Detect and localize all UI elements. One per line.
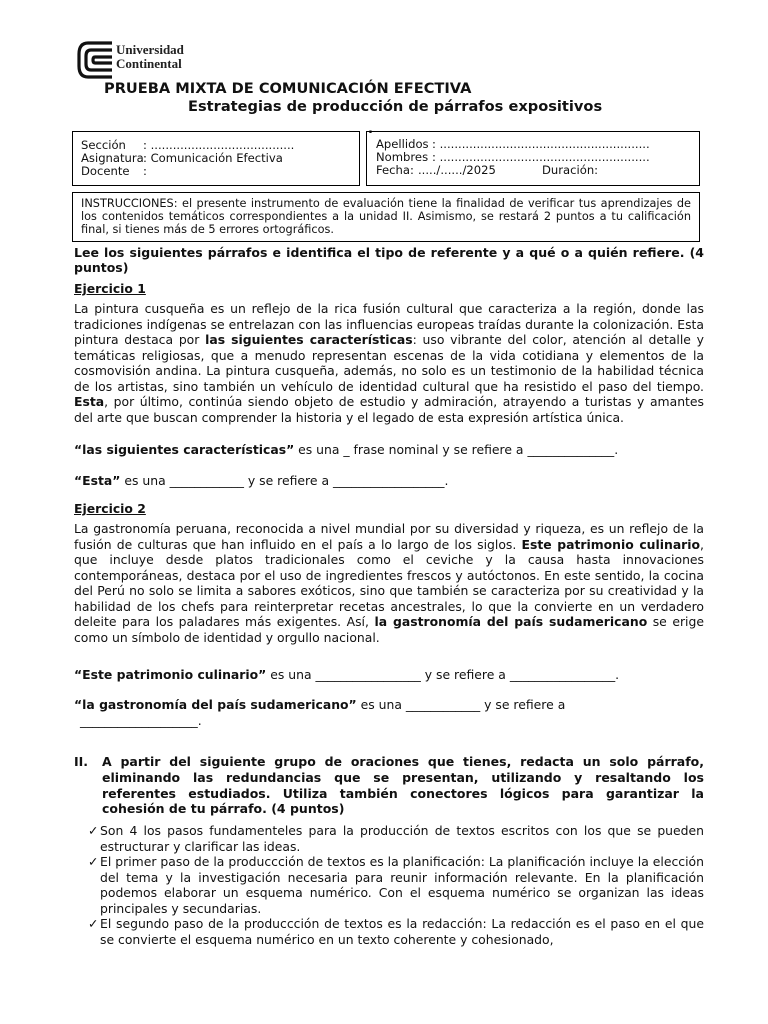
checkmark-icon: ✓ xyxy=(88,823,99,838)
surname-field[interactable]: : ......................................................... xyxy=(432,137,650,151)
exercise2-q2-answer[interactable]: es una ____________ y se refiere a xyxy=(356,697,566,712)
part2-sentence-list xyxy=(88,823,704,947)
exercise1-question1 xyxy=(74,442,704,458)
part2-prompt-text: A partir del siguiente grupo de oraciones que tienes, redacta un solo párrafo, eliminando las redundancias que se presentan, utilizando y resaltando los referentes estudiados. Utiliza también conectores lógicos para garantizar la cohesión de tu párrafo. (4 puntos) xyxy=(102,754,704,817)
stray-mark: . xyxy=(368,122,373,137)
exercise2-question2-cont[interactable]: ___________________. xyxy=(80,713,202,728)
names-field[interactable]: : ......................................................... xyxy=(432,150,650,164)
subject-field[interactable]: : Comunicación Efectiva xyxy=(143,151,283,165)
names-label: Nombres xyxy=(376,150,429,164)
part2-numeral: II. xyxy=(74,754,89,769)
list-item xyxy=(88,916,704,947)
list-item-text: El segundo paso de la produccción de textos es la redacción: La redacción es el paso en el que se convierte el esquema numérico en un texto coherente y cohesionado, xyxy=(100,916,704,947)
university-name-line1: Universidad xyxy=(116,42,184,57)
teacher-field[interactable]: : xyxy=(143,164,147,178)
checkmark-icon: ✓ xyxy=(88,854,99,869)
list-item-text: El primer paso de la produccción de textos es la planificación: La planificación incluye la elección del tema y la investigación necesaria para reunir información relevante. En la planificación podemos elaborar un esquema numérico. Con el esquema numérico se organizan las ideas principales y secundarias. xyxy=(100,854,704,916)
section-label: Sección xyxy=(81,138,126,152)
exercise2-paragraph xyxy=(74,521,704,645)
exercise1-text-3: , por último, continúa siendo objeto de estudio y admiración, atrayendo a turistas y amantes del arte que buscan comprender la historia y el legado de esta expresión artística única. xyxy=(74,394,704,425)
teacher-label: Docente xyxy=(81,164,130,178)
exercise2-question2 xyxy=(74,697,704,713)
exercise2-heading: Ejercicio 2 xyxy=(74,501,146,516)
part2-prompt xyxy=(74,754,704,817)
exercise2-q1-answer[interactable]: es una _________________ y se refiere a _________________. xyxy=(266,667,620,682)
student-info-box xyxy=(366,131,700,186)
course-info-box xyxy=(72,131,360,186)
exercise1-q2-answer[interactable]: es una ____________ y se refiere a __________________. xyxy=(120,473,449,488)
subject-label: Asignatura xyxy=(81,151,144,165)
exercise2-q1-term: “Este patrimonio culinario” xyxy=(74,667,267,682)
page-title: PRUEBA MIXTA DE COMUNICACIÓN EFECTIVA xyxy=(104,80,472,97)
exercise1-text-2: : uso vibrante del color, atención al detalle y temáticas religiosas, que a menudo representan escenas de la vida cotidiana y elementos de la cosmovisión andina. La pintura cusqueña, además, no solo es un testimonio de la habilidad técnica de los artistas, sino también un vehículo de identidad cultural que ha resistido el paso del tiempo. xyxy=(74,332,704,394)
list-item-text: Son 4 los pasos fundamenteles para la producción de textos escritos con los que se pueden estructurar y clarificar las ideas. xyxy=(100,823,704,854)
list-item xyxy=(88,823,704,854)
exercise1-q1-answer[interactable]: es una _ frase nominal y se refiere a ______________. xyxy=(294,442,619,457)
instructions-box: INSTRUCCIONES: el presente instrumento de evaluación tiene la finalidad de verificar tus aprendizajes de los contenidos temáticos correspondientes a la unidad II. Asimismo, se restará 2 puntos a tu calificación final, si tienes más de 5 errores ortográficos. xyxy=(72,192,700,242)
exercise2-referent-1: Este patrimonio culinario xyxy=(521,536,701,552)
exercise1-heading: Ejercicio 1 xyxy=(74,281,146,296)
duration-label: Duración: xyxy=(542,163,599,177)
part1-prompt: Lee los siguientes párrafos e identifica el tipo de referente y a qué o a quién refiere. (4 puntos) xyxy=(74,245,704,275)
exercise1-paragraph xyxy=(74,301,704,425)
surname-label: Apellidos xyxy=(376,137,429,151)
date-label: Fecha: xyxy=(376,163,414,177)
university-name-line2: Continental xyxy=(116,56,182,71)
section-field[interactable]: : ....................................... xyxy=(143,138,295,152)
date-field[interactable]: ...../....../2025 xyxy=(418,163,496,177)
exercise1-q1-term: “las siguientes características” xyxy=(74,442,295,457)
list-item xyxy=(88,854,704,916)
exercise2-question1 xyxy=(74,667,704,683)
university-name xyxy=(116,43,184,71)
exercise2-referent-2: la gastronomía del país sudamericano xyxy=(374,614,648,629)
exercise1-referent-1: las siguientes características xyxy=(205,332,413,347)
exercise1-referent-2: Esta xyxy=(74,394,105,409)
exercise1-question2 xyxy=(74,473,704,489)
page-subtitle: Estrategias de producción de párrafos expositivos xyxy=(188,98,603,115)
exercise2-text-2: , que incluye desde platos tradicionales como el ceviche y la causa hasta innovaciones contemporáneas, destaca por el uso de ingredientes frescos y autóctonos. En este sentido, la cocina del Perú no solo se limita a sabores exóticos, sino que también se caracteriza por su creatividad y la habilidad de los chefs para reinterpretar recetas ancestrales, lo que la convierte en un verdadero deleite para los paladares más exigentes. Así, xyxy=(74,536,704,629)
exercise2-text-1: La gastronomía peruana, reconocida a nivel mundial por su diversidad y riqueza, es un reflejo de la fusión de culturas que han influido en el país a lo largo de los siglos. xyxy=(74,521,704,552)
exercise1-text-1: La pintura cusqueña es un reflejo de la rica fusión cultural que caracteriza a la región, donde las tradiciones indígenas se entrelazan con las influencias europeas traídas durante la colonización. Esta pintura destaca por xyxy=(74,301,704,347)
checkmark-icon: ✓ xyxy=(88,916,99,931)
exercise1-q2-term: “Esta” xyxy=(74,473,121,488)
exercise2-q2-term: “la gastronomía del país sudamericano” xyxy=(74,697,357,712)
exercise2-text-3: se erige como un símbolo de identidad y orgullo nacional. xyxy=(74,614,704,645)
